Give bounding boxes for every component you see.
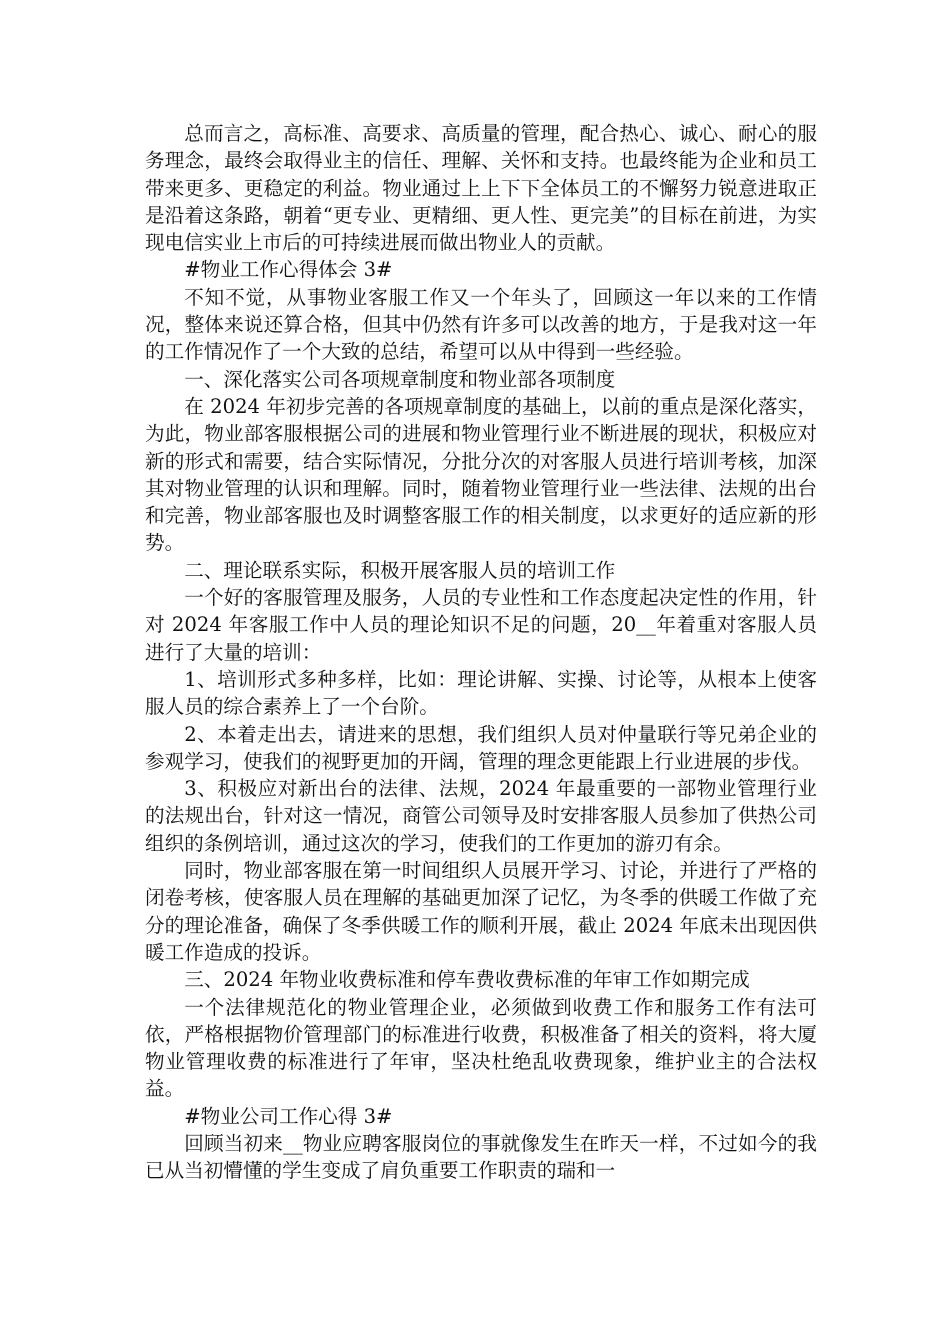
heading-part-1: 一、深化落实公司各项规章制度和物业部各项制度 [184,367,616,391]
paragraph-part-2: 一个好的客服管理及服务，人员的专业性和工作态度起决定性的作用，针对 2024 年客服工作中人员的理论知识不足的问题，20__年着重对客服人员进行了大量的培训： [145,586,817,664]
paragraph-intro: 不知不觉，从事物业客服工作又一个年头了，回顾这一年以来的工作情况，整体来说还算合格，但其中仍然有许多可以改善的地方，于是我对这一年的工作情况作了一个大致的总结，希望可以从中得到一些经验。 [145,285,817,364]
paragraph-part-3: 一个法律规范化的物业管理企业，必须做到收费工作和服务工作有法可依，严格根据物价管理部门的标准进行收费，积极准备了相关的资料，将大厦物业管理收费的标准进行了年审，坚决杜绝乱收费现象，维护业主的合法权益。 [145,995,817,1101]
list-item-2: 2、本着走出去，请进来的思想，我们组织人员对仲量联行等兄弟企业的参观学习，使我们的视野更加的开阔，管理的理念更能跟上行业进展的步伐。 [145,722,817,773]
section-heading-work-experience-3: #物业工作心得体会 3# [184,258,393,282]
section-heading-company-experience-3: #物业公司工作心得 3# [184,1104,393,1128]
paragraph-heating-training: 同时，物业部客服在第一时间组织人员展开学习、讨论，并进行了严格的闭卷考核，使客服人员在理解的基础更加深了记忆，为冬季的供暖工作做了充分的理论准备，确保了冬季供暖工作的顺利开展，截止 2024 年底未出现因供暖工作造成的投诉。 [145,859,817,964]
document-body [145,120,817,1185]
paragraph-recollection: 回顾当初来__物业应聘客服岗位的事就像发生在昨天一样，不过如今的我已从当初懵懂的学生变成了肩负重要工作职责的瑞和一 [145,1131,817,1183]
heading-part-2: 二、理论联系实际，积极开展客服人员的培训工作 [184,558,616,582]
list-item-1: 1、培训形式多种多样，比如：理论讲解、实操、讨论等，从根本上使客服人员的综合素养上了一个台阶。 [145,667,817,719]
paragraph-part-1: 在 2024 年初步完善的各项规章制度的基础上，以前的重点是深化落实，为此，物业部客服根据公司的进展和物业管理行业不断进展的现状，积极应对新的形式和需要，结合实际情况，分批分次的对客服人员进行培训考核，加深其对物业管理的认识和理解。同时，随着物业管理行业一些法律、法规的出台和完善，物业部客服也及时调整客服工作的相关制度，以求更好的适应新的形势。 [145,394,817,555]
list-item-3: 3、积极应对新出台的法律、法规，2024 年最重要的一部物业管理行业的法规出台，针对这一情况，商管公司领导及时安排客服人员参加了供热公司组织的条例培训，通过这次的学习，使我们的工作更加的游刃有余。 [145,777,817,855]
paragraph-summary: 总而言之，高标准、高要求、高质量的管理，配合热心、诚心、耐心的服务理念，最终会取得业主的信任、理解、关怀和支持。也最终能为企业和员工带来更多、更稳定的利益。物业通过上上下下全体员工的不懈努力锐意进取正是沿着这条路，朝着“更专业、更精细、更人性、更完美”的目标在前进，为实现电信实业上市后的可持续进展而做出物业人的贡献。 [145,122,817,255]
heading-part-3: 三、2024 年物业收费标准和停车费收费标准的年审工作如期完成 [184,968,750,992]
